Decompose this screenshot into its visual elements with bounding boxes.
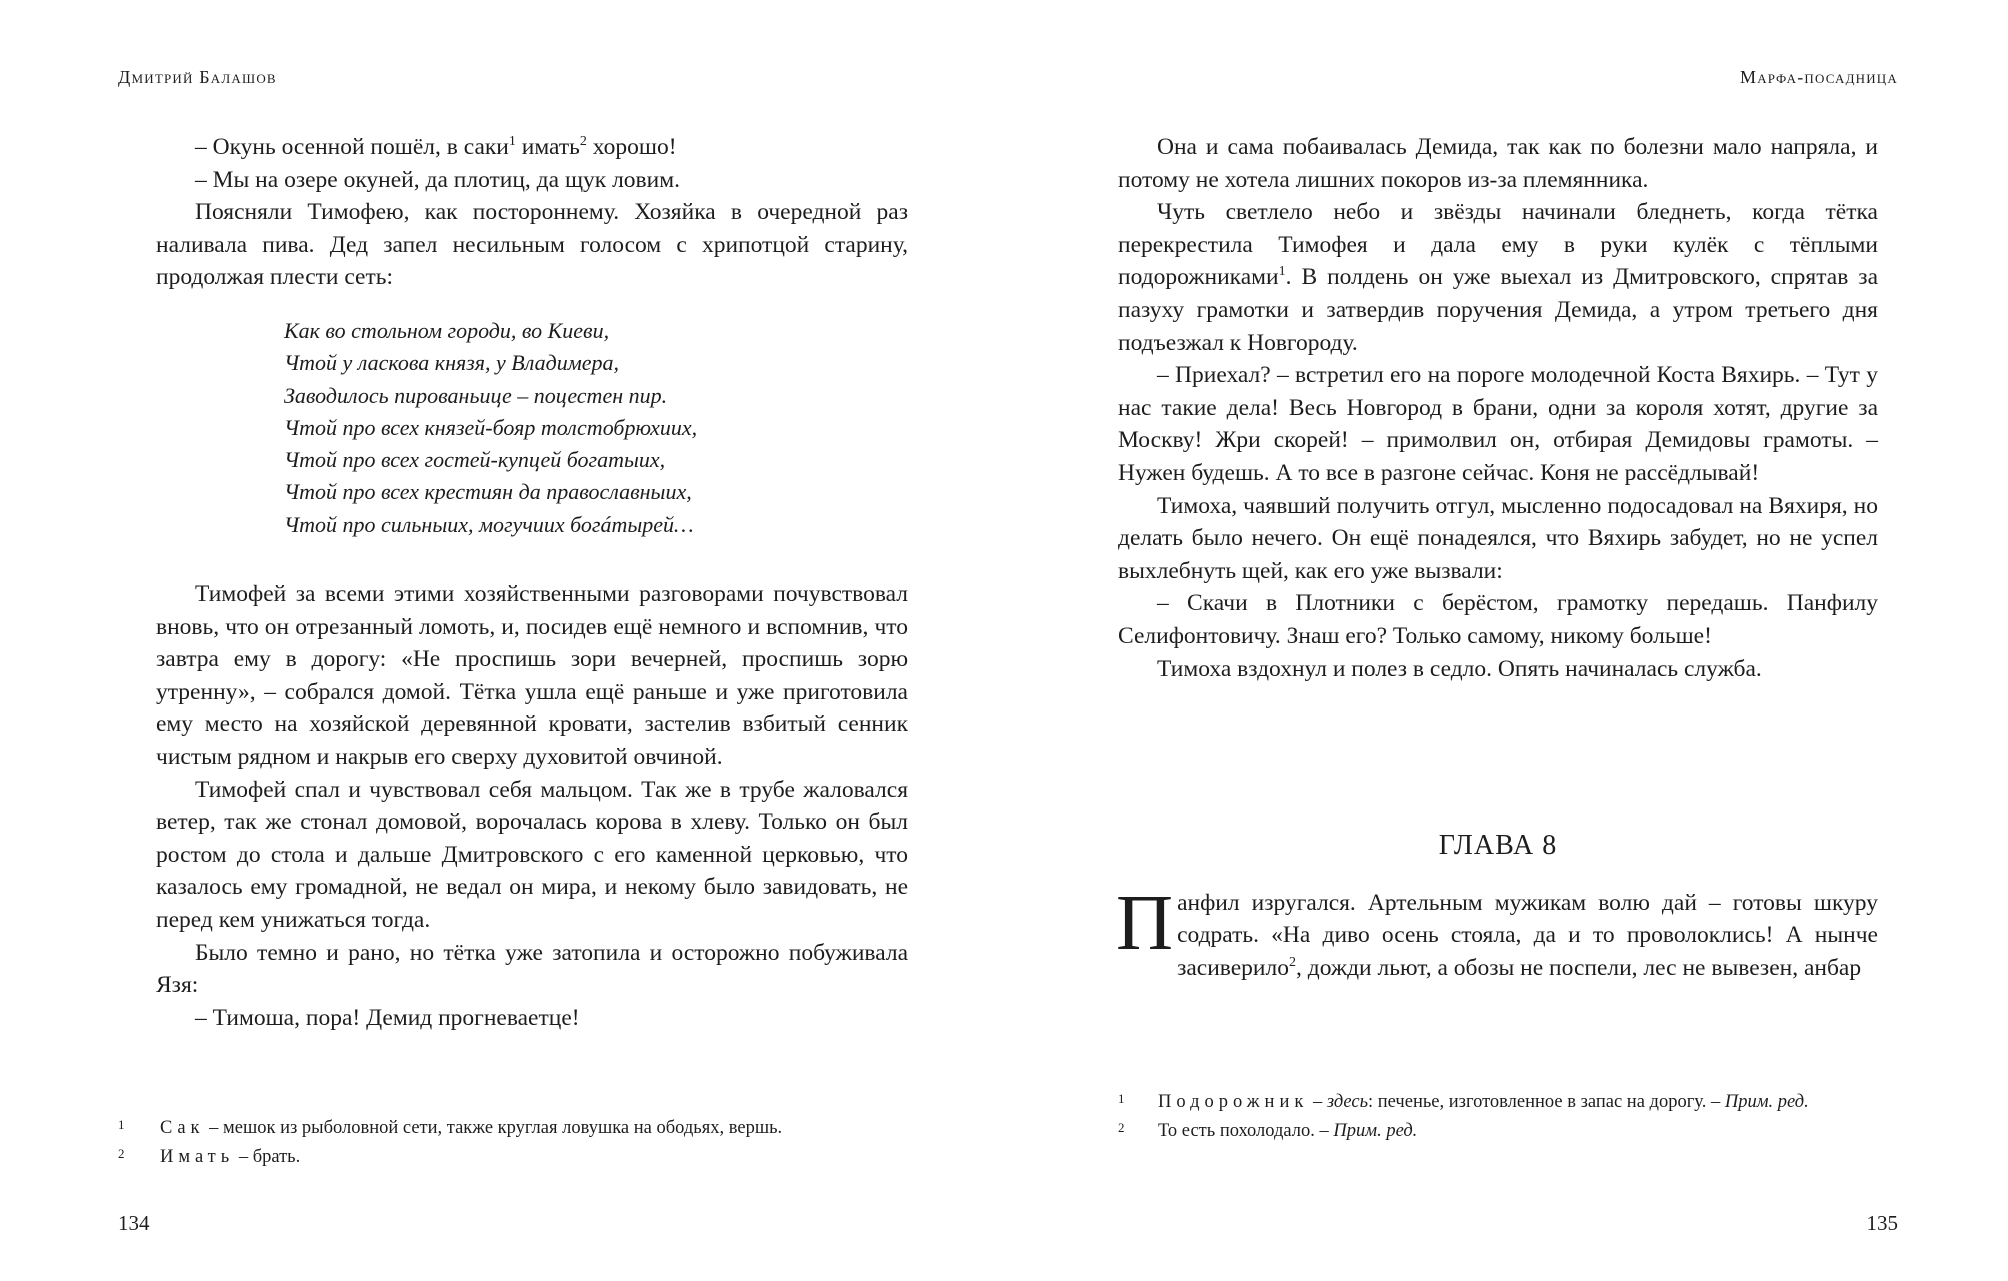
footnote-number: 1 — [118, 1117, 125, 1132]
poem-block — [284, 315, 908, 541]
poem-line: Как во стольном городи, во Киеви, — [284, 317, 610, 343]
paragraph: – Тимоша, пора! Демид прогневаетце! — [195, 1004, 580, 1031]
poem-line: Заводилось пированьице – поцестен пир. — [284, 382, 668, 408]
left-body-text — [156, 131, 908, 1034]
page-number: 134 — [118, 1211, 150, 1235]
running-head-title: Марфа-посадница — [1739, 67, 1898, 87]
footnote-term: Подорожник — [1158, 1092, 1309, 1112]
footnote-term: Сак — [160, 1118, 205, 1138]
footnotes — [118, 1114, 908, 1172]
footnote-term: Имать — [160, 1147, 235, 1167]
paragraph: Тимофей за всеми этими хозяйственными разговорами почувствовал вновь, что он отрезанный ломоть, и, посидев ещё немного и вспомнив, что завтра ему в дорогу: «Не проспишь зори вечерней, проспишь зорю утренну», – собрался домой. Тётка ушла ещё раньше и уже приготовила ему место на хозяйской деревянной кровати, застелив взбитый сенник чистым рядном и накрыв его сверху духовитой овчиной. — [156, 581, 908, 771]
right-body-text — [1118, 131, 1878, 984]
paragraph: Тимоха вздохнул и полез в седло. Опять начиналась служба. — [1157, 655, 1762, 682]
paragraph: Она и сама побаивалась Демида, так как по болезни мало напряла, и потому не хотела лишних покоров из-за племянника. — [1118, 134, 1878, 193]
footnote: 1 Подорожник – здесь: печенье, изготовленное в запас на дорогу. – Прим. ред. — [1118, 1088, 1878, 1117]
paragraph: – Мы на озере окуней, да плотиц, да щук ловим. — [195, 166, 680, 193]
paragraph: Было темно и рано, но тётка уже затопила и осторожно побуживала Язя: — [156, 939, 908, 999]
footnotes — [1118, 1088, 1878, 1146]
poem-line: Чтой у ласкова князя, у Владимера, — [284, 350, 620, 376]
footnote-number: 2 — [1118, 1120, 1125, 1135]
poem-line: Чтой про всех крестиян да православныих, — [284, 479, 692, 505]
drop-cap: П — [1116, 879, 1174, 967]
page-number: 135 — [1866, 1211, 1898, 1235]
footnote-ref[interactable]: 2 — [579, 134, 587, 150]
right-page — [1004, 0, 2008, 1281]
paragraph: Поясняли Тимофею, как постороннему. Хозяйка в очередной раз наливала пива. Дед запел несильным голосом с хрипотцой старину, продолжая плести сеть: — [156, 199, 908, 291]
footnote: 2 Имать – брать. — [118, 1143, 908, 1172]
paragraph: – Приехал? – встретил его на пороге молодечной Коста Вяхирь. – Тут у нас такие дела! Весь Новгород в брани, одни за короля хотят, другие за Москву! Жри скорей! – примолвил он, отбирая Демидовы грамоты. – Нужен будешь. А то все в разгоне сейчас. Коня не рассёдлывай! — [1118, 362, 1878, 486]
footnote-ref[interactable]: 1 — [1278, 264, 1286, 280]
footnote-number: 2 — [118, 1146, 125, 1161]
footnote-ref[interactable]: 1 — [508, 134, 516, 150]
paragraph: – Окунь осенной пошёл, в саки$^1$ имать$^2$ хорошо! — [195, 134, 677, 160]
paragraph: Тимофей спал и чувствовал себя мальцом. Так же в трубе жаловался ветер, так же стонал домовой, ворочалась корова в хлеву. Только он был ростом до стола и дальше Дмитровского с его каменной церковью, что казалось ему громадной, не ведал он мира, и некому было завидовать, не перед кем унижаться тогда. — [156, 776, 908, 933]
footnote-ref[interactable]: 2 — [1288, 955, 1296, 971]
poem-line: Чтой про сильныих, могучиих богáтырей… — [284, 511, 694, 537]
paragraph: – Скачи в Плотники с берёстом, грамотку передашь. Панфилу Селифонтовичу. Знаш его? Только самому, никому больше! — [1118, 590, 1878, 649]
running-head-author: Дмитрий Балашов — [118, 67, 277, 87]
chapter-heading: ГЛАВА 8 — [1438, 830, 1558, 862]
footnote: 1 Сак – мешок из рыболовной сети, также круглая ловушка на ободьях, вершь. — [118, 1114, 908, 1143]
footnote: 2 То есть похолодало. – Прим. ред. — [1118, 1117, 1878, 1146]
poem-line: Чтой про всех князей-бояр толстобрюхиих, — [284, 414, 698, 440]
poem-line: Чтой про всех гостей-купцей богатыих, — [284, 447, 666, 473]
footnote-number: 1 — [1118, 1091, 1125, 1106]
paragraph: Чуть светлело небо и звёзды начинали бледнеть, когда тётка перекрестила Тимофея и дала ему в руки кулёк с тёплыми подорожниками$^1$. В полдень он уже выехал из Дмитровского, спрятав за пазуху грамотки и затвердив поручения Демида, а утром третьего дня подъезжал к Новгороду. — [1118, 199, 1878, 356]
chapter-opening-paragraph: Панфил изругался. Артельным мужикам волю дай – готовы шкуру содрать. «На диво осень стояла, да и то проволоклись! А нынче засиверило$^2$, дожди льют, а обозы не поспели, лес не вывезен, анбар — [1116, 879, 1878, 981]
paragraph: Тимоха, чаявший получить отгул, мысленно подосадовал на Вяхиря, но делать было нечего. Он ещё понадеялся, что Вяхирь забудет, но не успел выхлебнуть щей, как его уже вызвали: — [1118, 492, 1878, 584]
